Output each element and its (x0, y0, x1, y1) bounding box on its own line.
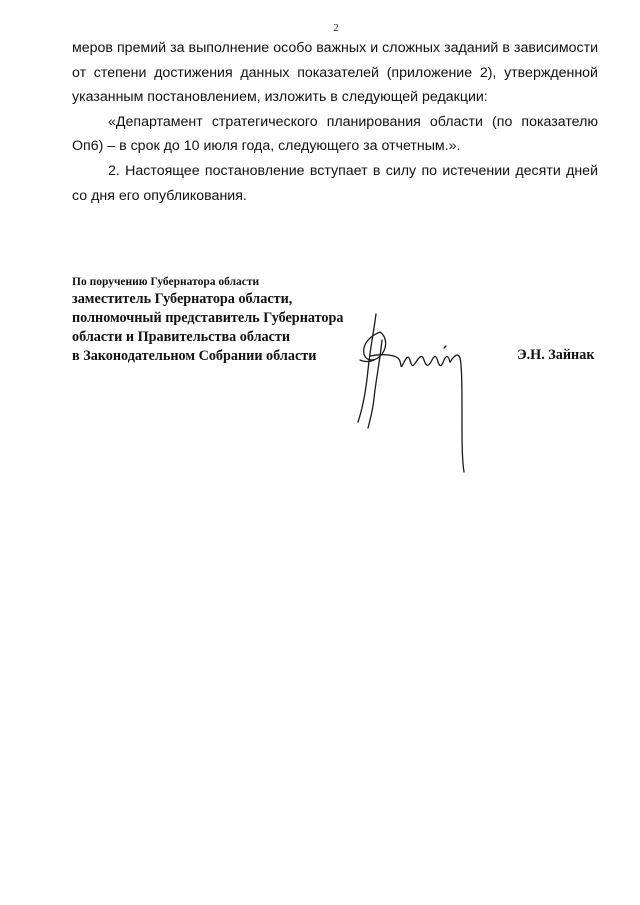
handwritten-signature (340, 310, 480, 480)
paragraph-continuation: меров премий за выполнение особо важных и сложных заданий в зависимости от степени достижения данных показателей (приложение 2), утвержденной указанным постановлением, изложить в следующей редакции: (72, 40, 598, 106)
signatory-title-line: области и Правительства области (72, 329, 291, 345)
signatory-title (72, 290, 343, 366)
document-body (72, 36, 598, 208)
signatory-title-line: заместитель Губернатора области, (72, 291, 293, 307)
signatory-title-line: полномочный представитель Губернатора (72, 310, 344, 326)
signatory-name: Э.Н. Зайнак (517, 347, 595, 363)
signature-on-behalf: По поручению Губернатора области (72, 276, 260, 288)
paragraph-quote: «Департамент стратегического планирования области (по показателю Оп6) – в срок до 10 июля года, следующего за отчетным.». (72, 113, 598, 155)
paragraph-effective-date: 2. Настоящее постановление вступает в силу по истечении десяти дней со дня его опубликования. (72, 162, 598, 204)
page-number: 2 (333, 22, 339, 34)
signatory-title-line: в Законодательном Собрании области (72, 348, 317, 364)
